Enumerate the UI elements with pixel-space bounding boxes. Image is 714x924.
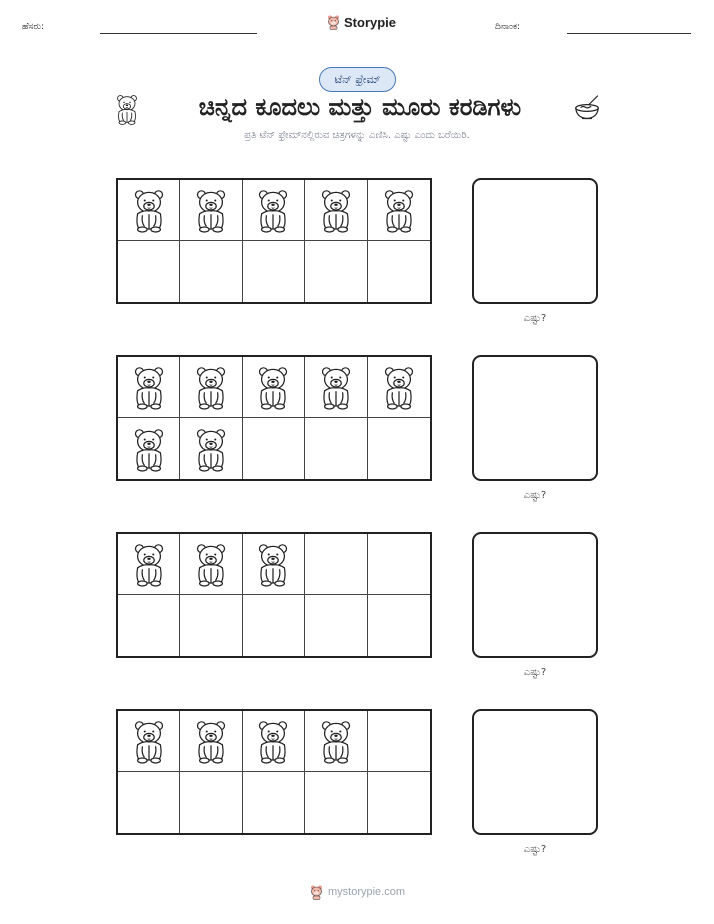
- bear-icon: [113, 93, 141, 125]
- bear-icon: [380, 187, 418, 233]
- ten-frame-cell: [118, 241, 180, 302]
- title-row: [0, 93, 714, 127]
- ten-frame-cell: [243, 534, 305, 595]
- bear-icon: [192, 541, 230, 587]
- answer-box[interactable]: [472, 532, 598, 658]
- porridge-bowl-icon: [572, 93, 602, 123]
- bear-icon: [130, 187, 168, 233]
- ten-frame-cell: [180, 772, 242, 833]
- ten-frame-row: [0, 178, 714, 338]
- ten-frame-cell: [368, 418, 430, 479]
- ten-frame-cell: [243, 595, 305, 656]
- ten-frame-cell: [118, 357, 180, 418]
- date-label: ದಿನಾಂಕ:: [495, 22, 521, 32]
- bear-icon: [130, 718, 168, 764]
- name-label: ಹೆಸರು:: [22, 22, 45, 32]
- ten-frame-cell: [368, 180, 430, 241]
- bear-icon: [317, 187, 355, 233]
- ten-frame-cell: [180, 595, 242, 656]
- bear-icon: [192, 426, 230, 472]
- ten-frame-cell: [118, 772, 180, 833]
- ten-frame-cell: [243, 357, 305, 418]
- ten-frame: [116, 532, 432, 658]
- answer-label: ಎಷ್ಟು?: [523, 313, 547, 324]
- bear-icon: [130, 364, 168, 410]
- ten-frame-cell: [180, 711, 242, 772]
- bear-icon: [380, 364, 418, 410]
- footer: [0, 884, 714, 900]
- answer-label: ಎಷ್ಟು?: [523, 667, 547, 678]
- answer-box[interactable]: [472, 709, 598, 835]
- ten-frame-cell: [180, 534, 242, 595]
- bear-mascot-icon: [326, 14, 341, 30]
- page-title: ಚಿನ್ನದ ಕೂದಲು ಮತ್ತು ಮೂರು ಕರಡಿಗಳು: [198, 93, 522, 121]
- ten-frame-cell: [180, 241, 242, 302]
- bear-icon: [317, 718, 355, 764]
- ten-frame-cell: [118, 534, 180, 595]
- ten-frame-row: [0, 532, 714, 692]
- answer-box[interactable]: [472, 178, 598, 304]
- ten-frame-cell: [180, 418, 242, 479]
- bear-mascot-icon: [309, 884, 324, 900]
- ten-frame-cell: [118, 711, 180, 772]
- ten-frame-cell: [243, 772, 305, 833]
- bear-icon: [192, 718, 230, 764]
- ten-frame-cell: [243, 711, 305, 772]
- date-line: [567, 33, 691, 34]
- bear-icon: [317, 364, 355, 410]
- ten-frame-cell: [368, 241, 430, 302]
- ten-frame-cell: [118, 418, 180, 479]
- ten-frame: [116, 355, 432, 481]
- answer-label: ಎಷ್ಟು?: [523, 490, 547, 501]
- name-line: [100, 33, 257, 34]
- answer-box[interactable]: [472, 355, 598, 481]
- ten-frame-cell: [305, 180, 367, 241]
- ten-frame-row: [0, 355, 714, 515]
- ten-frame-cell: [305, 534, 367, 595]
- bear-icon: [192, 364, 230, 410]
- ten-frame: [116, 709, 432, 835]
- ten-frame-row: [0, 709, 714, 869]
- ten-frame-cell: [118, 595, 180, 656]
- ten-frame-cell: [118, 180, 180, 241]
- worksheet-header: [0, 14, 714, 40]
- ten-frame-cell: [305, 772, 367, 833]
- ten-frame-cell: [243, 418, 305, 479]
- ten-frame-cell: [368, 595, 430, 656]
- bear-icon: [130, 426, 168, 472]
- ten-frame-cell: [180, 357, 242, 418]
- bear-icon: [254, 364, 292, 410]
- ten-frame-cell: [368, 711, 430, 772]
- answer-label: ಎಷ್ಟು?: [523, 844, 547, 855]
- brand-logo: [326, 14, 396, 30]
- ten-frame-cell: [305, 241, 367, 302]
- bear-icon: [130, 541, 168, 587]
- ten-frame-cell: [243, 241, 305, 302]
- ten-frame-cell: [305, 357, 367, 418]
- instructions: ಪ್ರತಿ ಟೆನ್ ಫ್ರೇಮ್‌ನಲ್ಲಿರುವ ಚಿತ್ರಗಳನ್ನು ಎಣಿಸಿ. ಎಷ್ಟು ಎಂದು ಬರೆಯಿರಿ.: [244, 130, 470, 141]
- ten-frame-badge: ಟೆನ್ ಫ್ರೇಮ್: [319, 67, 396, 92]
- ten-frame-cell: [180, 180, 242, 241]
- bear-icon: [254, 718, 292, 764]
- ten-frame-cell: [305, 418, 367, 479]
- ten-frame-cell: [305, 595, 367, 656]
- ten-frame-cell: [243, 180, 305, 241]
- ten-frame: [116, 178, 432, 304]
- brand-name: Storypie: [344, 14, 397, 30]
- ten-frame-cell: [368, 357, 430, 418]
- bear-icon: [254, 541, 292, 587]
- footer-url: mystorypie.com: [327, 886, 406, 898]
- ten-frame-cell: [368, 534, 430, 595]
- bear-icon: [192, 187, 230, 233]
- ten-frame-cell: [305, 711, 367, 772]
- ten-frame-cell: [368, 772, 430, 833]
- bear-icon: [254, 187, 292, 233]
